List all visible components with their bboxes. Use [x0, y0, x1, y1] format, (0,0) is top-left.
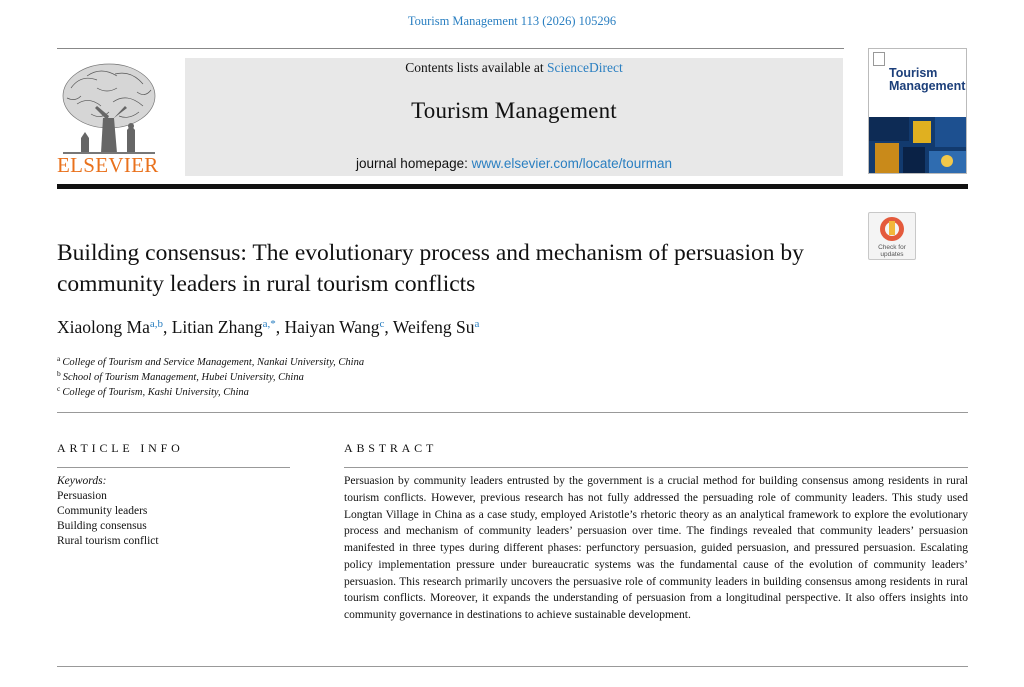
affiliation-text: College of Tourism, Kashi University, China: [62, 387, 249, 398]
citation-link[interactable]: Tourism Management 113 (2026) 105296: [407, 14, 617, 28]
abstract-heading: ABSTRACT: [344, 441, 438, 455]
abstract-text: Persuasion by community leaders entrusted by the government is a crucial method for building consensus among residents in rural tourism conflicts. However, previous research has not fully addressed the persuading role of community leaders. This study used Longtan Village in China as a case study, employed Aristotle’s rhetoric theory as an analytical framework to explore the evolutionary process and mechanism of community leaders’ persuasion over time. The findings revealed that community leaders’ persuasion manifested in three types during different phases: perfunctory persuasion, guided persuasion, and pressured persuasion. Escalating policy implementation pressure under bureaucratic systems was the fundamental cause of the evolution of community leaders’ persuasion. This research primarily uncovers the persuasive role of community leaders in building consensus among residents in rural tourism conflicts. Moreover, it expands the understanding of persuasion from a longitudinal perspective. It also offers insights into community governance in destinations to achieve sustainable development.: [344, 475, 968, 621]
author-name[interactable]: Litian Zhang: [171, 317, 263, 337]
affiliation-mark: c: [57, 384, 61, 393]
homepage-line: [185, 156, 843, 171]
section-rule: [57, 412, 968, 413]
author-name[interactable]: Xiaolong Ma: [57, 317, 150, 337]
keyword-item: Building consensus: [57, 520, 147, 532]
cover-emblem-icon: [873, 52, 885, 66]
article-info-rule: [57, 467, 290, 468]
author-sep: ,: [162, 317, 172, 337]
author-marks[interactable]: c: [379, 318, 385, 330]
author-marks[interactable]: a,*: [262, 318, 276, 330]
check-for-updates-button[interactable]: [868, 212, 916, 260]
keywords-label: Keywords:: [57, 475, 107, 487]
journal-title: Tourism Management: [411, 98, 617, 123]
cover-photo: [869, 117, 966, 174]
keywords-block: [57, 474, 159, 549]
affiliation-text: School of Tourism Management, Hubei University, China: [62, 372, 304, 383]
keyword-item: Community leaders: [57, 505, 148, 517]
keyword-item: Persuasion: [57, 490, 107, 502]
affiliation: [57, 384, 249, 398]
masthead-thick-rule: [57, 184, 968, 189]
header-rule: [57, 48, 844, 49]
check-updates-icon: [879, 216, 905, 242]
abstract-rule: [344, 467, 968, 468]
affiliation-text: College of Tourism and Service Management, Nankai University, China: [62, 357, 365, 368]
sciencedirect-link[interactable]: ScienceDirect: [547, 60, 623, 75]
author-sep: ,: [275, 317, 285, 337]
cover-title: [889, 67, 965, 93]
footer-rule: [57, 666, 968, 667]
elsevier-wordmark: ELSEVIER: [57, 153, 159, 177]
author-list: [57, 317, 957, 338]
cover-title-line2: Management: [889, 79, 966, 93]
author-marks[interactable]: a: [474, 318, 480, 330]
affiliation: [57, 354, 364, 368]
homepage-link[interactable]: www.elsevier.com/locate/tourman: [471, 156, 672, 171]
affiliation-mark: b: [57, 369, 61, 378]
check-updates-line1: Check for: [878, 244, 906, 251]
affiliation: [57, 369, 304, 383]
cover-title-line1: Tourism: [889, 66, 938, 80]
journal-cover[interactable]: [868, 48, 967, 174]
article-info-heading: ARTICLE INFO: [57, 441, 184, 455]
check-updates-line2: updates: [880, 251, 904, 258]
author-name[interactable]: Haiyan Wang: [284, 317, 380, 337]
affiliation-mark: a: [57, 354, 61, 363]
homepage-prefix: journal homepage:: [356, 156, 472, 171]
author-marks[interactable]: a,b: [149, 318, 163, 330]
contents-prefix: Contents lists available at: [405, 60, 547, 75]
author-name[interactable]: Weifeng Su: [392, 317, 475, 337]
keyword-item: Rural tourism conflict: [57, 535, 159, 547]
contents-line: [185, 60, 843, 76]
author-sep: ,: [384, 317, 393, 337]
article-title: Building consensus: The evolutionary process and mechanism of persuasion by community leaders in rural tourism conflicts: [57, 240, 804, 297]
